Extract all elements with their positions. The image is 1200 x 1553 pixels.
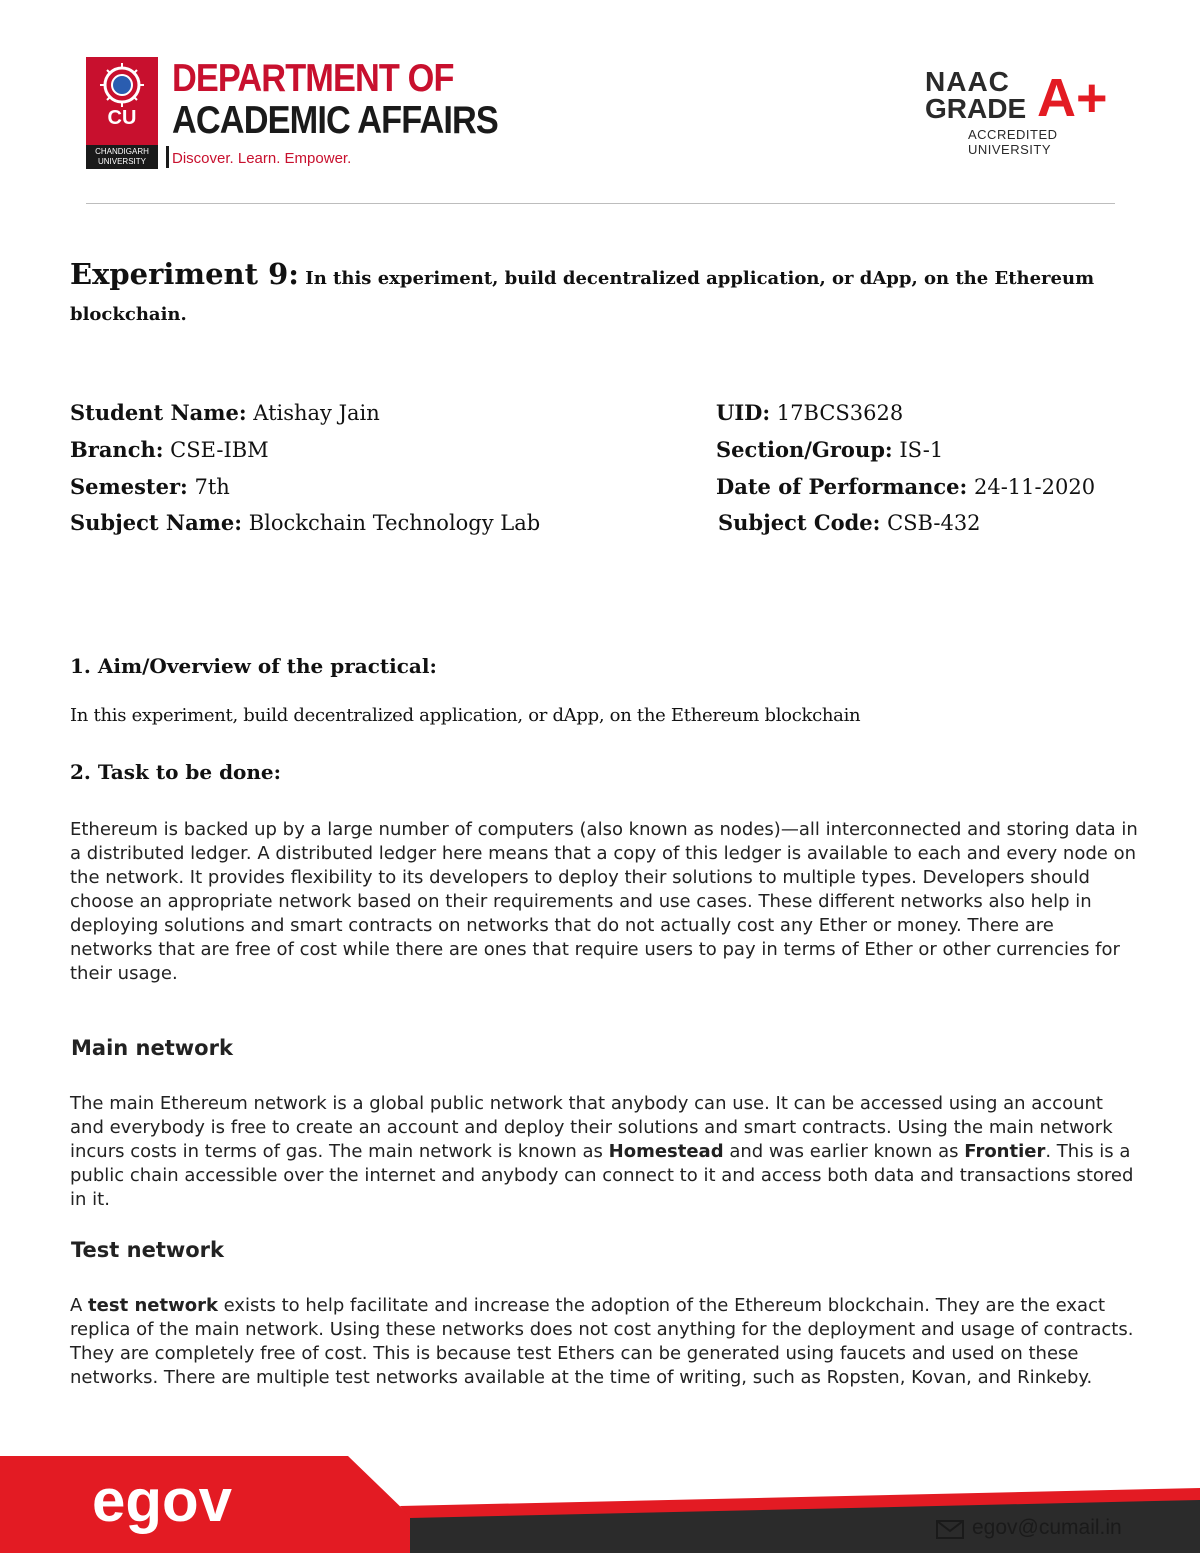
grade-text: GRADE: [925, 93, 1027, 124]
task-heading: 2. Task to be done:: [70, 760, 282, 784]
aim-text: In this experiment, build decentralized application, or dApp, on the Ethereum blockchain: [70, 705, 861, 726]
subject-name: [70, 510, 540, 536]
semester-value: 7th: [187, 475, 230, 499]
accredited-text: ACCREDITED UNIVERSITY: [968, 127, 1058, 157]
header-divider: [86, 203, 1115, 204]
experiment-label: Experiment 9:: [70, 257, 300, 291]
naac-text: NAAC: [925, 66, 1010, 97]
date-value: 24-11-2020: [967, 475, 1096, 499]
date-of-performance: [716, 474, 1095, 500]
student-name: [70, 400, 380, 426]
subject-name-label: Subject Name:: [70, 510, 243, 535]
uid-value: 17BCS3628: [770, 401, 904, 425]
semester: [70, 474, 230, 500]
subject-code-label: Subject Code:: [718, 510, 881, 535]
footer-email[interactable]: egov@cumail.in: [972, 1516, 1122, 1539]
aim-heading: 1. Aim/Overview of the practical:: [70, 654, 437, 678]
branch-label: Branch:: [70, 437, 164, 462]
main-network-heading: Main network: [71, 1036, 233, 1060]
tagline-divider: [166, 146, 169, 168]
department-title: [172, 58, 498, 142]
egov-logo: egov: [92, 1467, 233, 1534]
subject-code: [718, 510, 981, 536]
logo-university-text: CHANDIGARH UNIVERSITY: [86, 145, 158, 169]
test-network-term: test network: [88, 1295, 218, 1316]
main-network-text-a: The main Ethereum network is a global public network that anybody can use. It can be accessed using an account and everybody is free to create an account and deploy their solutions and smart contracts. Using the main network incurs costs in terms of gas. The main network is known as: [70, 1093, 1113, 1162]
section-value: IS-1: [892, 438, 944, 462]
subject-name-value: Blockchain Technology Lab: [242, 511, 541, 535]
tagline: Discover. Learn. Empower.: [172, 150, 352, 167]
uid-label: UID:: [716, 400, 771, 425]
test-network-text-a: A: [70, 1295, 89, 1316]
main-network-text-c: . This is a public chain accessible over the internet and anybody can connect to it and access both data and transactions stored in it.: [70, 1141, 1134, 1210]
naac-badge: [925, 66, 1125, 157]
department-title-line1: DEPARTMENT OF: [172, 57, 454, 100]
grade-value: A+: [1037, 68, 1108, 128]
main-network-text: [70, 1092, 1140, 1212]
subject-code-value: CSB-432: [880, 511, 981, 535]
section-label: Section/Group:: [716, 437, 893, 462]
section-group: [716, 437, 943, 463]
test-network-text-b: exists to help facilitate and increase the adoption of the Ethereum blockchain. They are the exact replica of the main network. Using these networks does not cost anything for the deployment and usage of contracts. They are completely free of cost. This is because test Ethers can be generated using faucets and used on these networks. There are multiple test networks available at the time of writing, such as Ropsten, Kovan, and Rinkeby.: [70, 1295, 1134, 1388]
date-label: Date of Performance:: [716, 474, 968, 499]
task-text: Ethereum is backed up by a large number of computers (also known as nodes)—all interconnected and storing data in a distributed ledger. A distributed ledger here means that a copy of this ledger is available to each and every node on the network. It provides flexibility to its developers to deploy their solutions to multiple types. Developers should choose an appropriate network based on their requirements and use cases. These different networks also help in deploying solutions and smart contracts on networks that do not actually cost any Ether or money. There are networks that are free of cost while there are ones that require users to pay in terms of Ether or other currencies for their usage.: [70, 819, 1138, 984]
test-network-text: [70, 1294, 1140, 1390]
test-network-heading: Test network: [71, 1238, 225, 1262]
mail-icon: [936, 1520, 964, 1539]
cu-emblem-icon: [86, 61, 158, 111]
department-title-line2: ACADEMIC AFFAIRS: [172, 99, 498, 142]
logo-cu-text: CU: [107, 107, 137, 129]
student-name-label: Student Name:: [70, 400, 247, 425]
semester-label: Semester:: [70, 474, 188, 499]
frontier-term: Frontier: [964, 1141, 1046, 1162]
cu-logo: [86, 57, 158, 169]
experiment-heading: [70, 256, 1130, 333]
experiment-title: In this experiment, build decentralized application, or dApp, on the Ethereum blockchain.: [70, 268, 1095, 325]
uid: [716, 400, 903, 426]
student-name-value: Atishay Jain: [246, 401, 380, 425]
main-network-text-b: and was earlier known as: [723, 1141, 965, 1162]
branch-value: CSE-IBM: [163, 438, 269, 462]
homestead-term: Homestead: [608, 1141, 724, 1162]
branch: [70, 437, 269, 463]
